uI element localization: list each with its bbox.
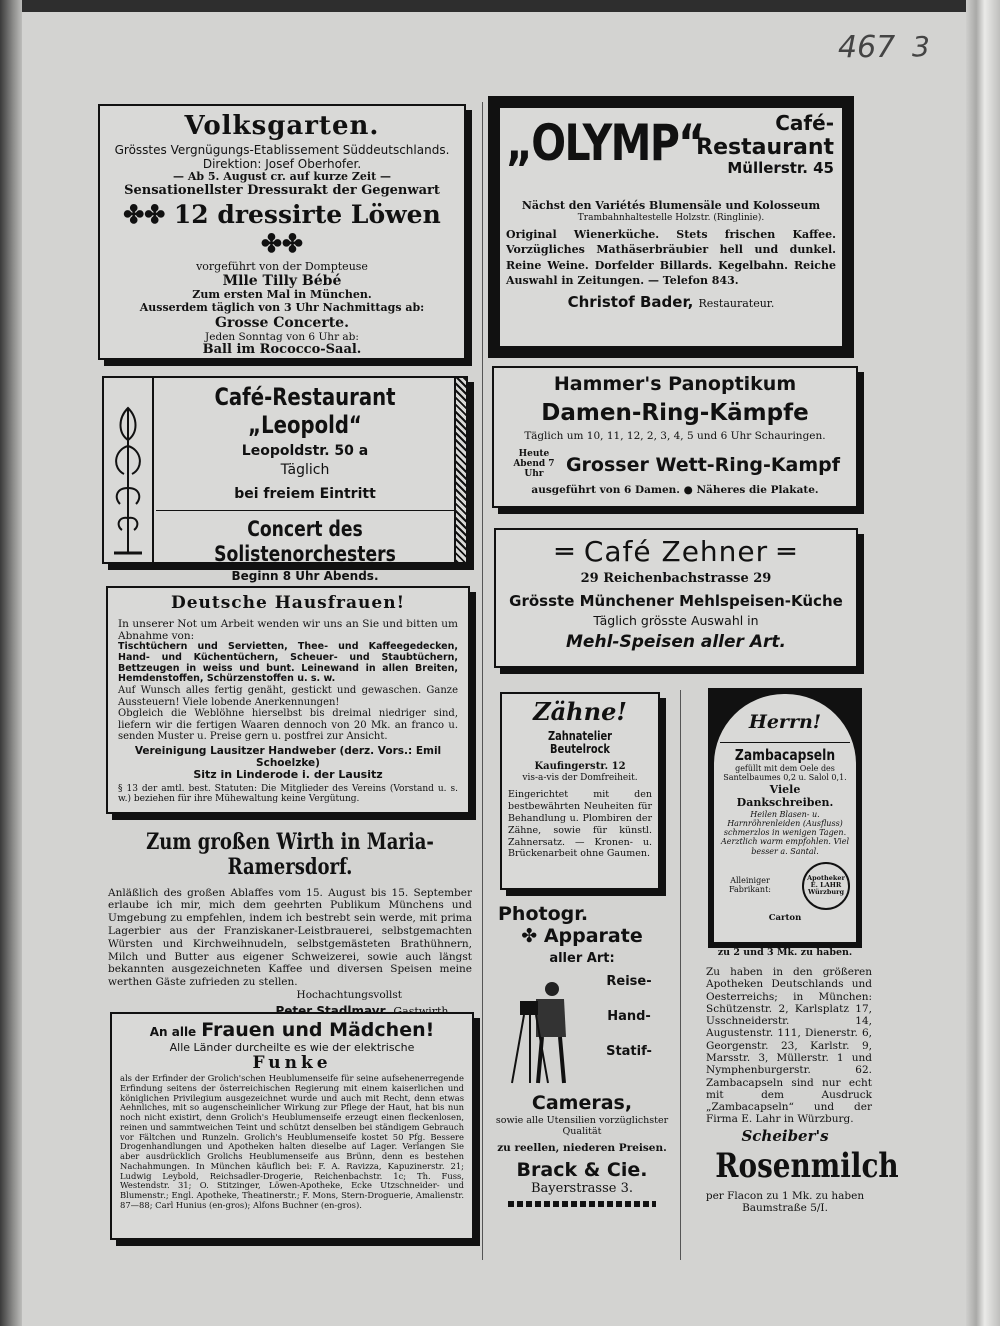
photo-address: Bayerstrasse 3. [531, 1181, 633, 1197]
funke-intro: An alle [149, 1025, 197, 1039]
olymp-owner: Christof Bader, [567, 292, 694, 311]
photo-border [508, 1201, 656, 1207]
herrn-desc2: Heilen Blasen- u. Harnröhrenleiden (Ausfluss) schmerzlos in wenigen Tagen. [723, 809, 847, 838]
hausfrauen-goods: Tischtüchern und Servietten, Thee- und Kaffeegedecken, Hand- und Küchentüchern, Scheuer- und Staubtüchern, Bettzeugen in weiss und bunt. Leinewand in allen Breiten, Hemdenstoffen, Schürzenstoffen u. s. w. [118, 640, 458, 685]
page-number: 467 [838, 30, 896, 65]
zaehne-body: Eingerichtet mit den bestbewährten Neuheiten für Behandlung u. Plombiren der Zähne, sowie für künstl. Zahnersatz. — Kronen- u. Brückenarbeit ohne Gaumen. [508, 789, 652, 860]
leopold-text [156, 384, 454, 584]
olymp-inner [498, 106, 844, 348]
volksgarten-headline [106, 201, 458, 259]
panoptikum-today-row [502, 450, 848, 480]
ad-hausfrauen [106, 586, 470, 814]
column-rule [482, 102, 483, 1260]
hausfrauen-intro: In unserer Not um Arbeit wenden wir uns an Sie und bitten um Abnahme von: [118, 617, 458, 642]
hausfrauen-wish: Auf Wunsch alles fertig genäht, gestickt und gewaschen. Ganze Aussteuern! Viele lobende Anerkennungen! [118, 685, 458, 708]
herrn-box: Carton [768, 912, 802, 923]
photo-items [594, 971, 664, 1060]
ad-leopold [102, 376, 468, 583]
volksgarten-presented: vorgeführt von der Dompteuse [196, 259, 368, 273]
olymp-name: „OLYMP“ [506, 114, 704, 172]
herrn-availability-block [706, 966, 872, 1126]
zehner-specialty: Mehl-Speisen aller Art. [566, 631, 786, 652]
volksgarten-headline-text: 12 dressirte Löwen [173, 200, 441, 230]
wirth-body: Anläßlich des großen Ablaffes vom 15. August bis 15. September erlaube ich mir, mich dem geehrten Publikum Münchens und Umgebung zu empfehlen, indem ich bestrebt sein werde, mit prima Lagerbier aus der Franziskaner-Leistbrauerei, selbstgemachten Würsten und Kirchweihnudeln, selbstgemästeten Brathühnern, Milch und Butter aus eigener Schweizerei, sowie auch längst bekannten ausgezeichneten Kaffee und diversen Speisen meine werthen Gäste zufrieden zu stellen. [108, 886, 472, 989]
zaehne-address: Kaufingerstr. 12 [534, 761, 626, 773]
volksgarten-subtitle: Grösstes Vergnügungs-Etablissement Süddeutschlands. [114, 142, 450, 157]
panoptikum-today-label: Heute Abend 7 Uhr [513, 449, 555, 480]
volksgarten-direction: Direktion: Josef Oberhofer. [202, 156, 362, 171]
divider [156, 510, 454, 511]
volksgarten-tamer: Mlle Tilly Bébé [222, 273, 342, 290]
zehner-address: 29 Reichenbachstrasse 29 [580, 571, 772, 587]
hausfrauen-price: Obgleich die Weblöhne hierselbst bis dreimal niedriger sind, liefern wir die fertigen Waaren dennoch von 20 Mk. an franco u. senden Muster u. Preise gern u. postfrei zur Ansicht. [118, 708, 458, 743]
photo-illustration-row [494, 971, 670, 1091]
leopold-name: Café-Restaurant „Leopold“ [214, 383, 396, 439]
funke-spark: Funke [252, 1053, 332, 1074]
herrn-seal: Apotheker E. LAHR Würzburg [802, 862, 850, 910]
herrn-desc3: Aerztlich warm empfohlen. Viel besser a. Santal. [720, 837, 850, 856]
rosenmilch-name: Rosenmilch [715, 1146, 899, 1187]
leopold-lily-panel [104, 378, 154, 562]
herrn-title: Herrn! [748, 711, 822, 733]
leopold-free: bei freiem Eintritt [234, 486, 376, 503]
zehner-name-line: ═ Café Zehner ═ [556, 535, 796, 568]
volksgarten-ball: Ball im Rococco-Saal. [202, 341, 362, 357]
rosenmilch-brand: Scheiber's [741, 1127, 829, 1145]
olymp-owner-role: Restaurateur. [698, 296, 775, 310]
hausfrauen-statute: § 13 der amtl. best. Statuten: Die Mitglieder des Vereins (Vorstand u. s. w.) beziehen für ihre Mühewaltung keine Vergütung. [118, 783, 458, 804]
herrn-desc1: gefüllt mit dem Oele des Santelbaumes 0,2 u. Salol 0,1. [723, 764, 847, 783]
panoptikum-subtitle: Damen-Ring-Kämpfe [541, 399, 809, 426]
herrn-price-row [708, 948, 862, 964]
photo-title: Photogr. [498, 903, 589, 925]
photo-company: Brack & Cie. [516, 1159, 648, 1182]
hausfrauen-title: Deutsche Hausfrauen! [170, 593, 406, 613]
olymp-restaurant: Restaurant [696, 135, 834, 160]
photo-item: Hand- [607, 1008, 651, 1024]
rosenmilch-price: per Flacon zu 1 Mk. zu haben [705, 1190, 865, 1203]
ad-zaehne [500, 692, 660, 890]
olymp-text: Original Wienerküche. Stets frischen Kaffee. Vorzügliches Mathäserbräubier hell und dunkel. Reine Weine. Dorfelder Billards. Kegelbahn. Reiche Auswahl in Zeitungen. — Telefon 843. [506, 227, 836, 288]
olymp-cafe: Café- [775, 111, 834, 135]
zaehne-title: Zähne! [533, 697, 627, 726]
hausfrauen-association: Vereinigung Lausitzer Handweber (derz. Vors.: Emil Schoelzke) [134, 744, 442, 769]
photo-cameras: Cameras, [531, 1091, 633, 1114]
photo-item: Reise- [606, 973, 652, 989]
ornament-icon: ✤✤ [123, 200, 174, 230]
herrn-price: zu 2 und 3 Mk. zu haben. [717, 947, 853, 958]
leopold-start: Beginn 8 Uhr Abends. [231, 568, 379, 583]
divider [720, 742, 850, 743]
funke-title: Frauen und Mädchen! [201, 1019, 435, 1041]
page-number-suffix: 3 [912, 30, 930, 63]
volksgarten-dates: — Ab 5. August cr. auf kurze Zeit — [173, 170, 391, 184]
volksgarten-sensation: Sensationellster Dressurakt der Gegenwart [124, 183, 440, 199]
herrn-praise: Viele Dankschreiben. [736, 783, 834, 810]
zehner-daily: Täglich grösste Auswahl in [593, 613, 759, 629]
herrn-product: Zambacapseln [734, 745, 836, 764]
ad-panoptikum [492, 366, 858, 508]
ad-zehner [494, 528, 858, 668]
panoptikum-by: ausgeführt von 6 Damen. [531, 484, 680, 497]
ornament-icon: ✤✤ [261, 228, 303, 258]
wirth-regards: Hochachtungsvollst [296, 988, 402, 1001]
panoptikum-main: Grosser Wett-Ring-Kampf [565, 454, 841, 477]
ad-photo [494, 904, 670, 1234]
zaehne-near: vis-a-vis der Domfreiheit. [522, 772, 638, 783]
photo-prices: zu reellen, niederen Preisen. [497, 1142, 667, 1155]
panoptikum-footer [502, 484, 848, 496]
photographer-icon [506, 977, 586, 1087]
ad-wirth [104, 826, 476, 1002]
funke-header [120, 1020, 464, 1042]
wirth-title: Zum großen Wirth in Maria-Ramersdorf. [146, 829, 434, 881]
funke-body: als der Erfinder der Grolich'schen Heublumenseife für seine aufsehenerregende Erfindung seitens der österreichischen Regierung mit einem kaiserlichen und königlichen Privilegium ausgezeichnet wurde und auch mit Recht, denn etwas Aehnliches, mit so augenscheinlicher Wirkung zur Pflege der Haut, hat bis nun noch nicht existirt, denn Grolich's Heublumenseife erzeugt einen fleckenlosen, reinen und sammtweichen Teint und schützt denselben bei ständigem Gebrauch vor Fältchen und Runzeln. Grolich's Heublumenseife kostet 50 Pfg. Bessere Drogenhandlungen und Apotheken halten dieselbe auf Lager. Verlangen Sie aber ausdrücklich Grolichs Heublumenseife aus Brünn, denn es bestehen Nachahmungen. In München käuflich bei: F. A. Ravizza, Kapuzinerstr. 21; Ludwig Leybold, Reichsadler-Drogerie, Reichenbachstr. 1c; Th. Fuss, Westendstr. 31; O. Stitzinger, Löwen-Apotheke, Ecke Utzschneider- und Blumenstr.; Engl. Apotheke, Theatinerstr.; F. Mons, Stern-Droguerie, Amalienstr. 87—88; Carl Hunius (en-gros); Alfons Buchner (en-gros). [120, 1073, 464, 1210]
volksgarten-daily: Ausserdem täglich von 3 Uhr Nachmittags ab: [139, 300, 425, 314]
photo-utensils: sowie alle Utensilien vorzüglichster Qualität [495, 1115, 669, 1138]
zaehne-name: Zahnatelier Beutelrock [547, 728, 613, 757]
ad-rosenmilch [700, 1127, 899, 1232]
funke-line: Alle Länder durcheilte es wie der elektrische [169, 1040, 415, 1054]
column-rule-small [680, 690, 681, 1260]
olymp-owner-line [506, 293, 836, 311]
zehner-name: Café Zehner [583, 535, 769, 568]
ad-funke [110, 1012, 474, 1240]
ad-olymp [488, 96, 854, 358]
photo-item: Statif- [606, 1043, 652, 1059]
herrn-availability: Zu haben in den größeren Apotheken Deutschlands und Oesterreichs; in München: Schützenstr. 2, Karlsplatz 17, Usschneiderstr. 14, Augustenstr. 111, Dienerstr. 6, Georgenstr. 23, Karlstr. 9, Marsstr. 3, Müllerstr. 1 und Nymphenburgerstr. 62. Zambacapseln sind nur echt mit dem Ausdruck „Zambacapseln“ und der Firma E. Lahr in Würzburg. [706, 966, 872, 1126]
herrn-inner [714, 694, 856, 942]
herrn-maker-row [720, 862, 850, 910]
olymp-address: Müllerstr. 45 [727, 159, 834, 178]
olymp-body [506, 200, 836, 311]
ad-herrn [708, 688, 862, 948]
photo-aller: aller Art: [549, 950, 615, 966]
page-edge [966, 0, 1000, 1326]
olymp-tram: Trambahnhaltestelle Holzstr. (Ringlinie). [577, 212, 765, 223]
zehner-tagline: Grösste Münchener Mehlspeisen-Küche [509, 592, 843, 611]
rosenmilch-address: Baumstraße 5/I. [742, 1202, 828, 1215]
volksgarten-title: Volksgarten. [184, 111, 380, 141]
volksgarten-first-time: Zum ersten Mal in München. [192, 288, 372, 302]
leopold-address: Leopoldstr. 50 a [241, 443, 369, 460]
olymp-header [696, 112, 834, 178]
ornament-icon: ✤ [521, 924, 544, 947]
leopold-concert: Concert des Solistenorchesters [214, 517, 396, 566]
panoptikum-daily: Täglich um 10, 11, 12, 2, 3, 4, 5 und 6 Uhr Schauringen. [524, 430, 826, 443]
leopold-daily: Täglich [280, 462, 330, 479]
bullet-icon: ● [683, 484, 693, 497]
ad-volksgarten [98, 104, 466, 360]
panoptikum-more: Näheres die Plakate. [696, 484, 819, 497]
book-binding [0, 0, 22, 1326]
volksgarten-sunday: Jeden Sonntag von 6 Uhr ab: [205, 330, 359, 343]
olymp-near: Nächst den Variétés Blumensäle und Kolosseum [521, 199, 821, 212]
panoptikum-title: Hammer's Panoptikum [553, 373, 797, 395]
lily-icon [104, 378, 152, 562]
volksgarten-concerts: Grosse Concerte. [215, 314, 349, 331]
photo-apparate: Apparate [543, 924, 643, 947]
photo-apparate-line [494, 926, 670, 948]
hausfrauen-seat: Sitz in Linderode i. der Lausitz [193, 767, 383, 781]
herrn-maker-label: Alleiniger Fabrikant: [729, 875, 771, 894]
leopold-border-pattern [454, 378, 466, 562]
